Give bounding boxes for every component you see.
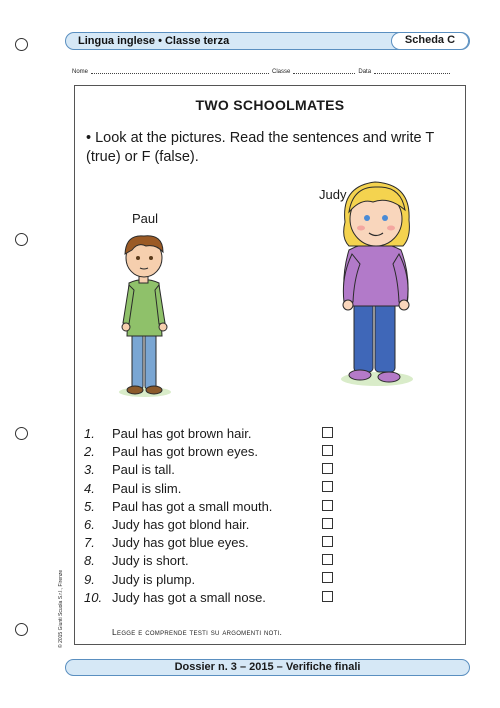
sentence-row <box>84 589 344 607</box>
answer-checkbox[interactable] <box>322 427 333 438</box>
sentence-row <box>84 552 344 570</box>
exercise-instruction: • Look at the pictures. Read the sentences and write T (true) or F (false). <box>86 130 434 165</box>
class-field-line[interactable] <box>293 72 355 74</box>
answer-checkbox[interactable] <box>322 536 333 547</box>
sentence-text: Paul is tall. <box>112 462 175 478</box>
sentence-row <box>84 425 344 443</box>
exercise-title: TWO SCHOOLMATES <box>195 97 345 113</box>
sentence-list <box>84 425 344 607</box>
student-fields <box>72 69 472 75</box>
sentence-row <box>84 498 344 516</box>
sentence-number: 2. <box>84 444 95 460</box>
worksheet-tag: Scheda C <box>391 32 469 50</box>
judy-label: Judy <box>319 187 347 202</box>
sentence-text: Paul is slim. <box>112 480 182 496</box>
sentence-text: Judy has got a small nose. <box>112 589 266 605</box>
sentence-row <box>84 443 344 461</box>
answer-checkbox[interactable] <box>322 463 333 474</box>
paul-illustration <box>108 228 188 398</box>
copyright-notice: © 2015 Giunti Scuola S.r.l., Firenze <box>58 569 64 648</box>
name-field-label: Nome <box>72 69 89 75</box>
answer-checkbox[interactable] <box>322 518 333 529</box>
sentence-number: 10. <box>84 589 103 605</box>
answer-checkbox[interactable] <box>322 500 333 511</box>
sentence-text: Judy has got blond hair. <box>112 516 250 532</box>
sentence-text: Judy is short. <box>112 553 189 569</box>
answer-checkbox[interactable] <box>322 445 333 456</box>
answer-checkbox[interactable] <box>322 591 333 602</box>
date-field-line[interactable] <box>374 72 450 74</box>
sentence-text: Paul has got a small mouth. <box>112 498 273 514</box>
learning-objective: Legge e comprende testi su argomenti noti. <box>112 627 283 637</box>
subject-label: Lingua inglese • Classe terza <box>78 35 230 47</box>
answer-checkbox[interactable] <box>322 554 333 565</box>
sentence-number: 4. <box>84 480 95 496</box>
judy-illustration <box>327 172 437 387</box>
sentence-row <box>84 480 344 498</box>
sentence-text: Judy has got blue eyes. <box>112 535 249 551</box>
binder-hole-1 <box>15 38 28 51</box>
sentence-row <box>84 516 344 534</box>
sentence-row <box>84 571 344 589</box>
answer-checkbox[interactable] <box>322 572 333 583</box>
sentence-number: 1. <box>84 426 95 441</box>
name-field-line[interactable] <box>91 72 269 74</box>
binder-hole-2 <box>15 233 28 246</box>
sentence-text: Paul has got brown hair. <box>112 426 252 441</box>
sentence-number: 9. <box>84 571 95 587</box>
binder-hole-3 <box>15 427 28 440</box>
dossier-footer: Dossier n. 3 – 2015 – Verifiche finali <box>65 659 470 676</box>
date-field-label: Data <box>358 69 372 75</box>
sentence-number: 7. <box>84 535 95 551</box>
sentence-number: 8. <box>84 553 95 569</box>
paul-label: Paul <box>132 211 159 226</box>
sentence-text: Judy is plump. <box>112 571 196 587</box>
sentence-text: Paul has got brown eyes. <box>112 444 258 460</box>
sentence-number: 5. <box>84 498 95 514</box>
sentence-row <box>84 534 344 552</box>
answer-checkbox[interactable] <box>322 481 333 492</box>
worksheet-header <box>65 32 470 50</box>
sentence-number: 6. <box>84 516 95 532</box>
binder-hole-4 <box>15 623 28 636</box>
sentence-row <box>84 461 344 479</box>
sentence-number: 3. <box>84 462 95 478</box>
class-field-label: Classe <box>272 69 291 75</box>
